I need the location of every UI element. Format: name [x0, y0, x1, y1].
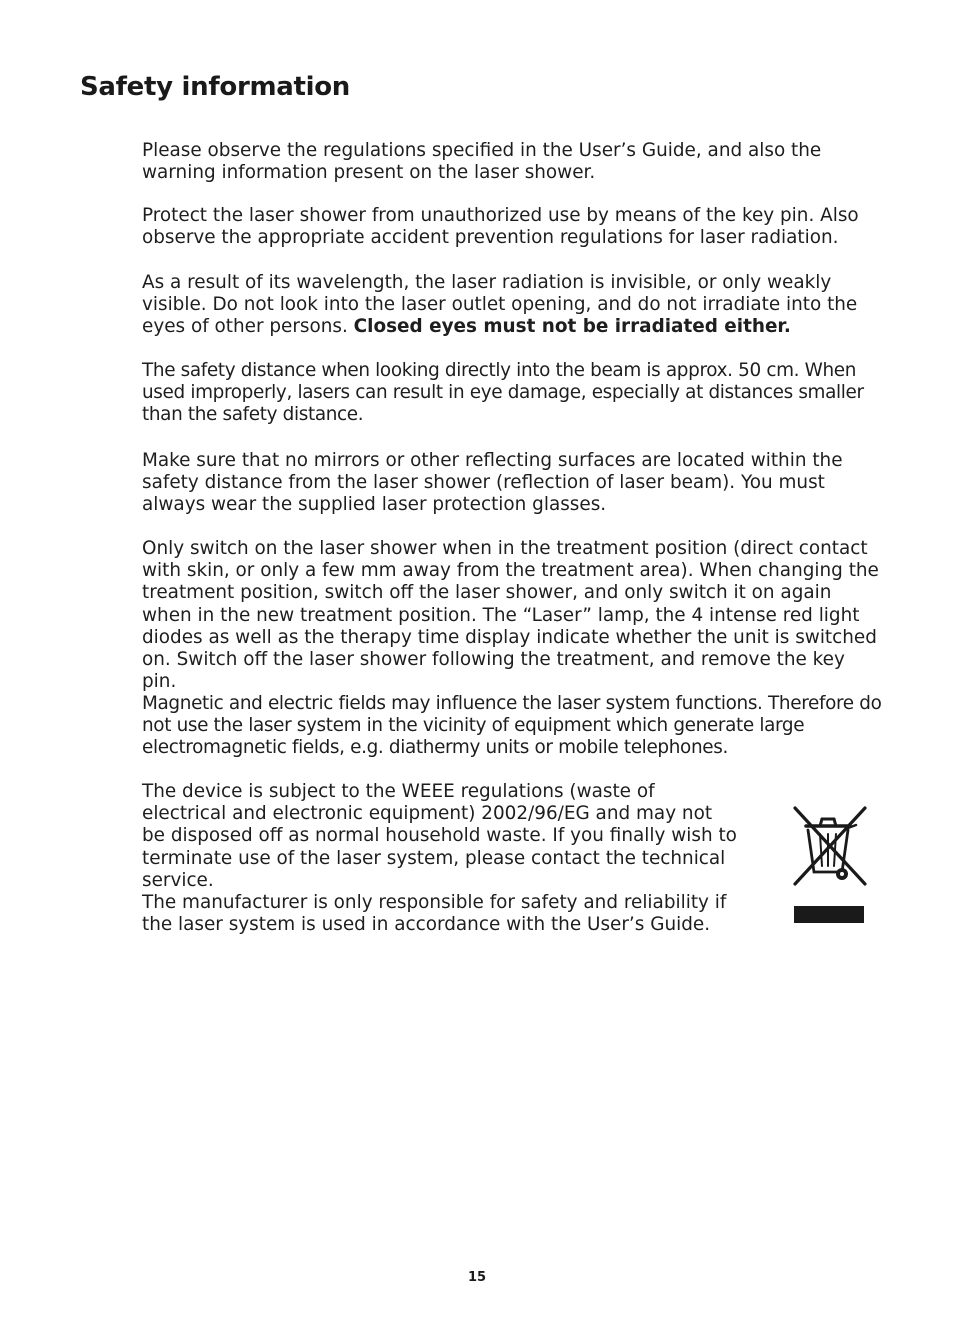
closed-eyes-warning: Closed eyes must not be irradiated either.: [353, 316, 791, 338]
paragraph-mirrors: Make sure that no mirrors or other reflecting surfaces are located within the safety distance from the laser shower (reflection of laser beam). You must always wear the supplied laser protection glasses.: [142, 450, 843, 516]
paragraph-wavelength: [142, 272, 882, 339]
crossed-out-wheelie-bin-icon: [790, 804, 868, 926]
paragraph-switch-on: Only switch on the laser shower when in the treatment position (direct contact with skin, or only a few mm away from the treatment area). When changing the treatment position, switch off the laser shower, and only switch it on again when in the new treatment position. The “Laser” lamp, the 4 intense red light diodes as well as the therapy time display indicate whether the unit is switched on. Switch off the laser shower following the treatment, and remove the key pin.: [142, 538, 879, 693]
paragraph-manufacturer: The manufacturer is only responsible for safety and reliability if the laser system is used in accordance with the User’s Guide.: [142, 892, 727, 936]
paragraph-key-pin: Protect the laser shower from unauthorized use by means of the key pin. Also observe the appropriate accident prevention regulations for laser radiation.: [142, 205, 859, 249]
paragraph-regulations: Please observe the regulations specified in the User’s Guide, and also the warning information present on the laser shower.: [142, 140, 822, 184]
page-title: Safety information: [80, 72, 351, 102]
paragraph-weee: The device is subject to the WEEE regulations (waste of electrical and electronic equipment) 2002/96/EG and may not be disposed off as normal household waste. If you finally wish to terminate use of the laser system, please contact the technical service.: [142, 781, 737, 891]
paragraph-magnetic-fields: Magnetic and electric fields may influence the laser system functions. Therefore do not use the laser system in the vicinity of equipment which generate large electromagnetic fields, e.g. diathermy units or mobile telephones.: [142, 693, 882, 759]
wavelength-text: As a result of its wavelength, the laser radiation is invisible, or only weakly visible. Do not look into the laser outlet opening, and do not irradiate into the eyes of other persons.: [142, 272, 858, 338]
paragraph-safety-distance: The safety distance when looking directly into the beam is approx. 50 cm. When used improperly, lasers can result in eye damage, especially at distances smaller than the safety distance.: [142, 360, 864, 426]
page-number: 15: [467, 1270, 487, 1285]
